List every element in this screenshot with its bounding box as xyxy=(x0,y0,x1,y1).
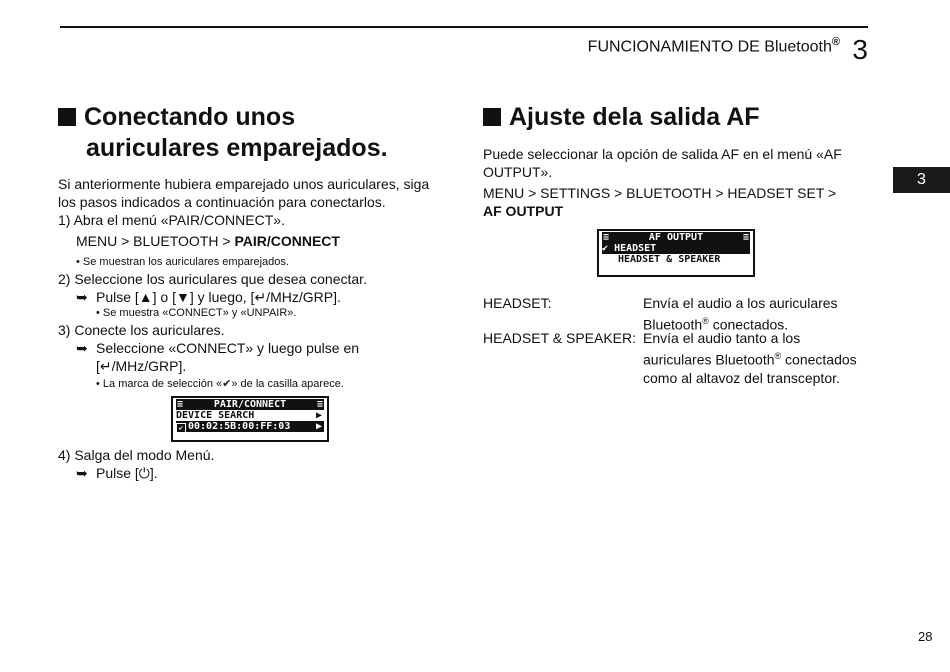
step-2-action: ➥ Pulse [▲] o [▼] y luego, [↵/MHz/GRP]. xyxy=(76,289,341,305)
square-bullet-icon xyxy=(58,108,76,126)
square-bullet-icon xyxy=(483,108,501,126)
lcd-pair-connect xyxy=(171,396,329,442)
section-heading-af-output: Ajuste dela salida AF xyxy=(483,102,760,133)
af-menu-path: MENU > SETTINGS > BLUETOOTH > HEADSET SET > AF OUTPUT xyxy=(483,185,837,219)
lcd-row-device-search: DEVICE SEARCH ▶ xyxy=(176,410,322,421)
lcd-row-headset: ✔ HEADSET xyxy=(602,243,750,254)
option-headset-speaker: HEADSET & SPEAKER: Envía el audio tanto a los auriculares Bluetooth® conectados como al altavoz del transceptor. xyxy=(483,330,857,386)
header-rule xyxy=(60,26,868,28)
lcd-title-bar: ≡ PAIR/CONNECT ≡ xyxy=(177,399,323,410)
check-icon: ✔ xyxy=(602,243,609,254)
checkbox-checked-icon: ✔ xyxy=(176,423,186,433)
step-4-action: ➥ Pulse [⏻]. xyxy=(76,465,158,481)
intro-text: Si anteriormente hubiera emparejado unos auriculares, siga los pasos indicados a continuación para conectarlos. 1) Abra el menú «PAIR/CONNECT». xyxy=(58,176,430,228)
step-2: 2) Seleccione los auriculares que desea conectar. xyxy=(58,271,367,287)
arrow-icon: ➥ xyxy=(76,465,88,481)
lcd-row-paired-device: ✔ 00:02:5B:00:FF:03 ▶ xyxy=(176,421,324,432)
step-3: 3) Conecte los auriculares. xyxy=(58,322,225,338)
step-2-note: • Se muestra «CONNECT» y «UNPAIR». xyxy=(96,307,297,319)
note-paired-shown: • Se muestran los auriculares emparejados. xyxy=(76,256,289,268)
chapter-side-tab: 3 xyxy=(893,167,950,193)
lcd-row-headset-speaker: HEADSET & SPEAKER xyxy=(618,254,721,265)
lcd-title-bar: ≡ AF OUTPUT ≡ xyxy=(603,232,749,243)
step-3-note: • La marca de selección «✔» de la casilla aparece. xyxy=(96,378,344,390)
section-heading-connect: Conectando unos auriculares emparejados. xyxy=(58,102,388,164)
step-3-action: ➥ Seleccione «CONNECT» y luego pulse en [↵/MHz/GRP]. xyxy=(76,340,360,374)
page-number: 28 xyxy=(918,629,933,644)
chapter-number: 3 xyxy=(852,34,868,65)
step-4: 4) Salga del modo Menú. xyxy=(58,447,215,463)
arrow-icon: ➥ xyxy=(76,289,88,305)
menu-path: MENU > BLUETOOTH > PAIR/CONNECT xyxy=(76,233,340,249)
option-headset: HEADSET: Envía el audio a los auriculares Bluetooth® conectados. xyxy=(483,295,838,333)
lcd-af-output xyxy=(597,229,755,277)
af-intro-text: Puede seleccionar la opción de salida AF en el menú «AF OUTPUT». xyxy=(483,146,842,180)
chapter-title: FUNCIONAMIENTO DE Bluetooth® xyxy=(587,36,840,56)
step-1: 1) Abra el menú «PAIR/CONNECT». xyxy=(58,212,285,228)
arrow-icon: ➥ xyxy=(76,340,88,356)
